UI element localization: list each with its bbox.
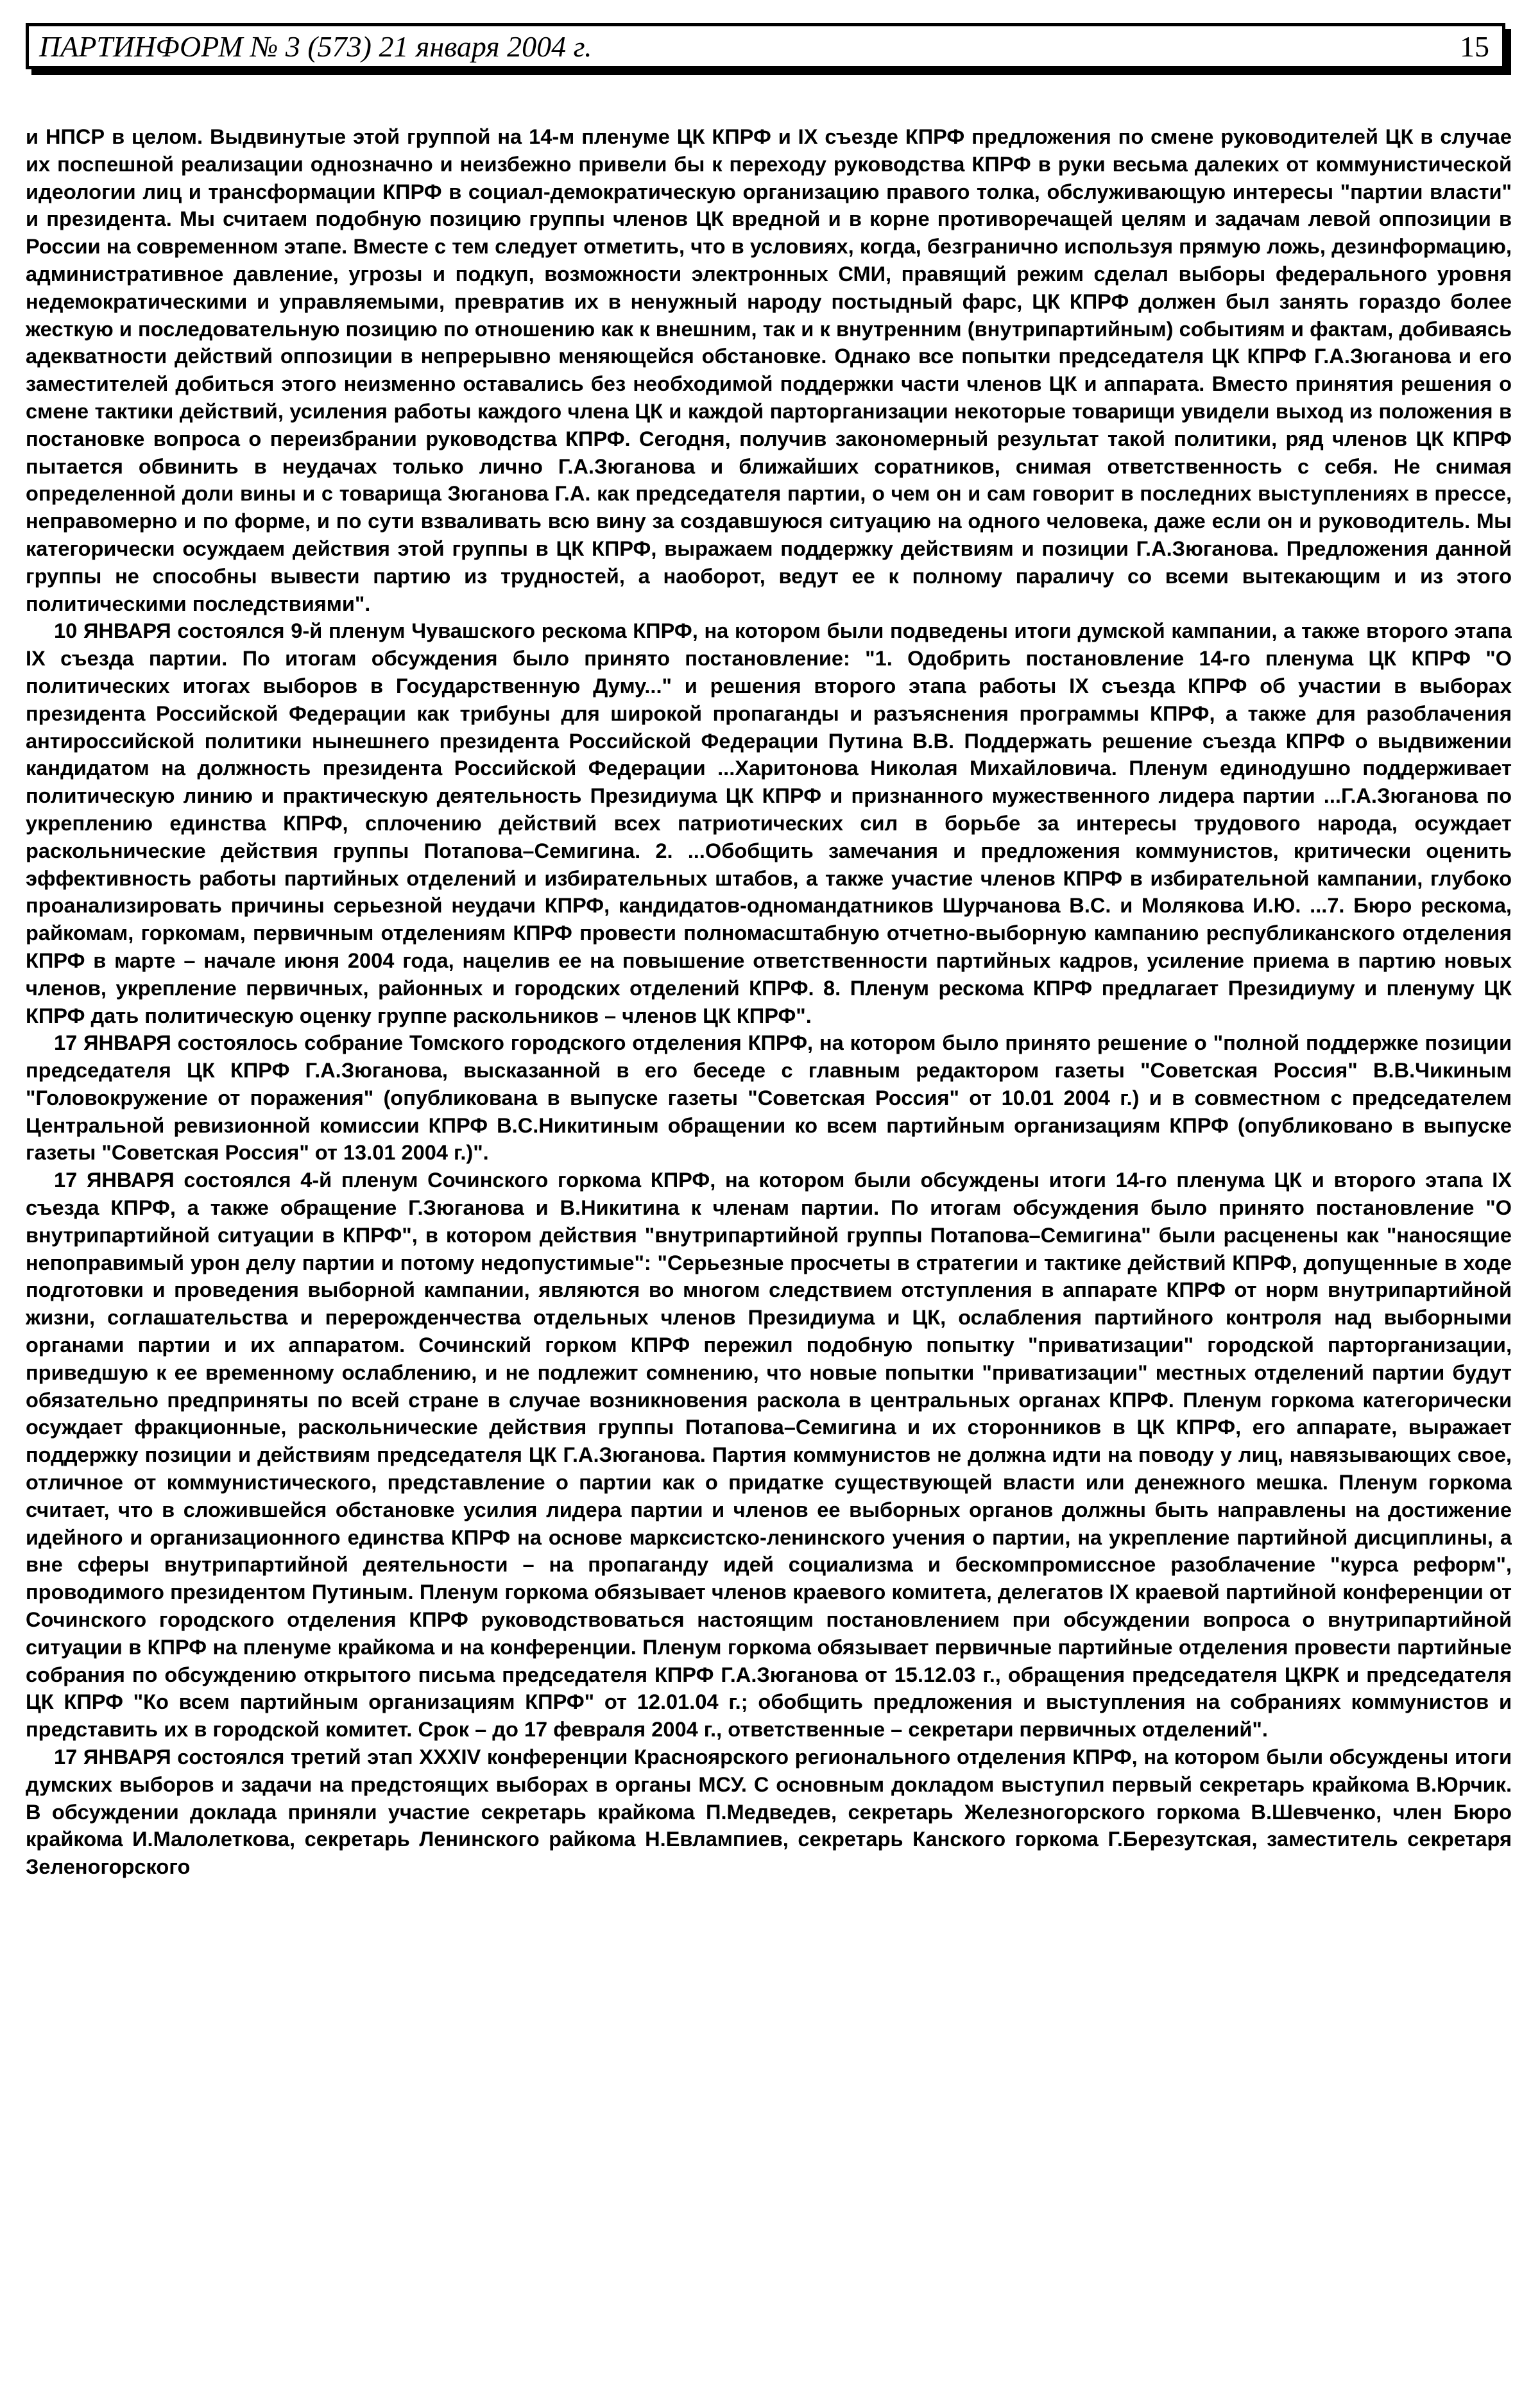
paragraph-continuation: и НПСР в целом. Выдвинутые этой группой на 14-м пленуме ЦК КПРФ и IX съезде КПРФ предложения по смене руководителей ЦК в случае их поспешной реализации однозначно и неизбежно привели бы к переходу руководства КПРФ в руки весьма далеких от коммунистической идеологии лиц и трансформации КПРФ в социал-демократическую организацию правого толка, обслуживающую интересы "партии власти" и президента. Мы считаем подобную позицию группы членов ЦК вредной и в корне противоречащей целям и задачам левой оппозиции в России на современном этапе. Вместе с тем следует отметить, что в условиях, когда, безгранично используя прямую ложь, дезинформацию, административное давление, угрозы и подкуп, возможности электронных СМИ, правящий режим сделал выборы федерального уровня недемократическими и управляемыми, превратив их в ненужный народу постыдный фарс, ЦК КПРФ должен был занять гораздо более жесткую и последовательную позицию по отношению как к внешним, так и к внутренним (внутрипартийным) событиям и фактам, добиваясь адекватности действий оппозиции в непрерывно меняющейся обстановке. Однако все попытки председателя ЦК КПРФ Г.А.Зюганова и его заместителей добиться этого неизменно оставались без необходимой поддержки части членов ЦК и аппарата. Вместо принятия решения о смене тактики действий, усиления работы каждого члена ЦК и каждой парторганизации некоторые товарищи увидели выход из положения в постановке вопроса о переизбрании руководства КПРФ. Сегодня, получив закономерный результат такой политики, ряд членов ЦК КПРФ пытается обвинить в неудачах только лично Г.А.Зюганова и ближайших соратников, снимая ответственность с себя. Не снимая определенной доли вины и с товарища Зюганова Г.А. как председателя партии, о чем он и сам говорит в последних выступлениях в прессе, неправомерно и по форме, и по сути взваливать всю вину за создавшуюся ситуацию на одного человека, даже если он и руководитель. Мы категорически осуждаем действия этой группы в ЦК КПРФ, выражаем поддержку действиям и позиции Г.А.Зюганова. Предложения данной группы не способны вывести партию из трудностей, а наоборот, ведут ее к полному параличу со всеми вытекающим и из этого политическими последствиями". (26, 124, 1512, 615)
page-number: 15 (1460, 30, 1489, 63)
paragraph-sochi-plenum: 17 ЯНВАРЯ состоялся 4-й пленум Сочинского горкома КПРФ, на котором были обсуждены итоги 14-го пленума ЦК и второго этапа IX съезда КПРФ, а также обращение Г.Зюганова и В.Никитина к членам партии. По итогам обсуждения было принято постановление "О внутрипартийной ситуации в КПРФ", в котором действия "внутрипартийной группы Потапова–Семигина" были расценены как "наносящие непоправимый урон делу партии и потому недопустимые": "Серьезные просчеты в стратегии и тактике действий КПРФ, допущенные в ходе подготовки и проведения выборной кампании, являются во многом следствием отступления в аппарате КПРФ от норм внутрипартийной жизни, соглашательства и перерожденчества отдельных членов Президиума и ЦК, ослабления партийного контроля над выборными органами партии и их аппаратом. Сочинский горком КПРФ пережил подобную попытку "приватизации" городской парторганизации, приведшую к ее временному ослаблению, и не подлежит сомнению, что новые попытки "приватизации" местных отделений партии будут обязательно предприняты по всей стране в случае возникновения раскола в центральных органах КПРФ. Пленум горкома категорически осуждает фракционные, раскольнические действия группы Потапова–Семигина и их сторонников в ЦК КПРФ, его аппарате, выражает поддержку позиции и действиям председателя ЦК Г.А.Зюганова. Партия коммунистов не должна идти на поводу у лиц, навязывающих свое, отличное от коммунистического, представление о партии как о придатке существующей власти или денежного мешка. Пленум горкома считает, что в сложившейся обстановке усилия лидера партии и членов ее выборных органов должны быть направлены на достижение идейного и организационного единства КПРФ на основе марксистско-ленинского учения о партии, на укрепление партийной дисциплины, а вне сферы внутрипартийной деятельности – на пропаганду идей социализма и бескомпромиссное разоблачение "курса реформ", проводимого президентом Путиным. Пленум горкома обязывает членов краевого комитета, делегатов IX краевой партийной конференции от Сочинского городского отделения КПРФ руководствоваться настоящим постановлением при обсуждении вопроса о внутрипартийной ситуации в КПРФ на пленуме крайкома и на конференции. Пленум горкома обязывает первичные партийные отделения провести партийные собрания по обсуждению открытого письма председателя КПРФ Г.А.Зюганова от 15.12.03 г., обращения председателя ЦКРК и председателя ЦК КПРФ "Ко всем партийным организациям КПРФ" от 12.01.04 г.; обобщить предложения и выступления на собраниях коммунистов и представить их в городской комитет. Срок – до 17 февраля 2004 г., ответственные – секретари первичных отделений". (26, 1168, 1512, 1742)
publication-title: ПАРТИНФОРМ № 3 (573) 21 января 2004 г. (39, 30, 592, 63)
article-body (26, 123, 1512, 2356)
paragraph-krasnoyarsk-conference: 17 ЯНВАРЯ состоялся третий этап XXXIV конференции Красноярского регионального отделения КПРФ, на котором были обсуждены итоги думских выборов и задачи на предстоящих выборах в органы МСУ. С основным докладом выступил первый секретарь крайкома В.Юрчик. В обсуждении доклада приняли участие секретарь крайкома П.Медведев, секретарь Железногорского горкома В.Шевченко, член Бюро крайкома И.Малолеткова, секретарь Ленинского райкома Н.Евлампиев, секретарь Канского горкома Г.Березутская, заместитель секретаря Зеленогорского (26, 1745, 1512, 1879)
page-header (26, 23, 1505, 69)
paragraph-chuvash-plenum: 10 ЯНВАРЯ состоялся 9-й пленум Чувашского рескома КПРФ, на котором были подведены итоги думской кампании, а также второго этапа IX съезда партии. По итогам обсуждения было принято постановление: "1. Одобрить постановление 14-го пленума ЦК КПРФ "О политических итогах выборов в Государственную Думу..." и решения второго этапа работы IX съезда КПРФ об участии в выборах президента Российской Федерации как трибуны для широкой пропаганды и разъяснения программы КПРФ, а также для разоблачения антироссийской политики нынешнего президента Российской Федерации Путина В.В. Поддержать решение съезда КПРФ о выдвижении кандидатом на должность президента Российской Федерации ...Харитонова Николая Михайловича. Пленум единодушно поддерживает политическую линию и практическую деятельность Президиума ЦК КПРФ и признанного мужественного лидера партии ...Г.А.Зюганова по укреплению единства КПРФ, сплочению действий всех патриотических сил в борьбе за интересы трудового народа, осуждает раскольнические действия группы Потапова–Семигина. 2. ...Обобщить замечания и предложения коммунистов, критически оценить эффективность работы партийных отделений и избирательных штабов, а также участие членов КПРФ в избирательной кампании, глубоко проанализировать причины серьезной неудачи КПРФ, кандидатов-одномандатников Шурчанова В.С. и Молякова И.Ю. ...7. Бюро рескома, райкомам, горкомам, первичным отделениям КПРФ провести полномасштабную отчетно-выборную кампанию республиканского отделения КПРФ в марте – начале июня 2004 года, нацелив ее на повышение ответственности партийных кадров, усиление приема в партию новых членов, укрепление первичных, районных и городских отделений КПРФ. 8. Пленум рескома КПРФ предлагает Президиуму и пленуму ЦК КПРФ дать политическую оценку группе раскольников – членов ЦК КПРФ". (26, 619, 1512, 1027)
paragraph-tomsk-meeting: 17 ЯНВАРЯ состоялось собрание Томского городского отделения КПРФ, на котором было принято решение о "полной поддержке позиции председателя ЦК КПРФ Г.А.Зюганова, высказанной в его беседе с главным редактором газеты "Советская Россия" В.В.Чикиным "Головокружение от поражения" (опубликована в выпуске газеты "Советская Россия" от 10.01 2004 г.) и в совместном с председателем Центральной ревизионной комиссии КПРФ В.С.Никитиным обращении ко всем партийным организациям КПРФ (опубликовано в выпуске газеты "Советская Россия" от 13.01 2004 г.)". (26, 1031, 1512, 1165)
